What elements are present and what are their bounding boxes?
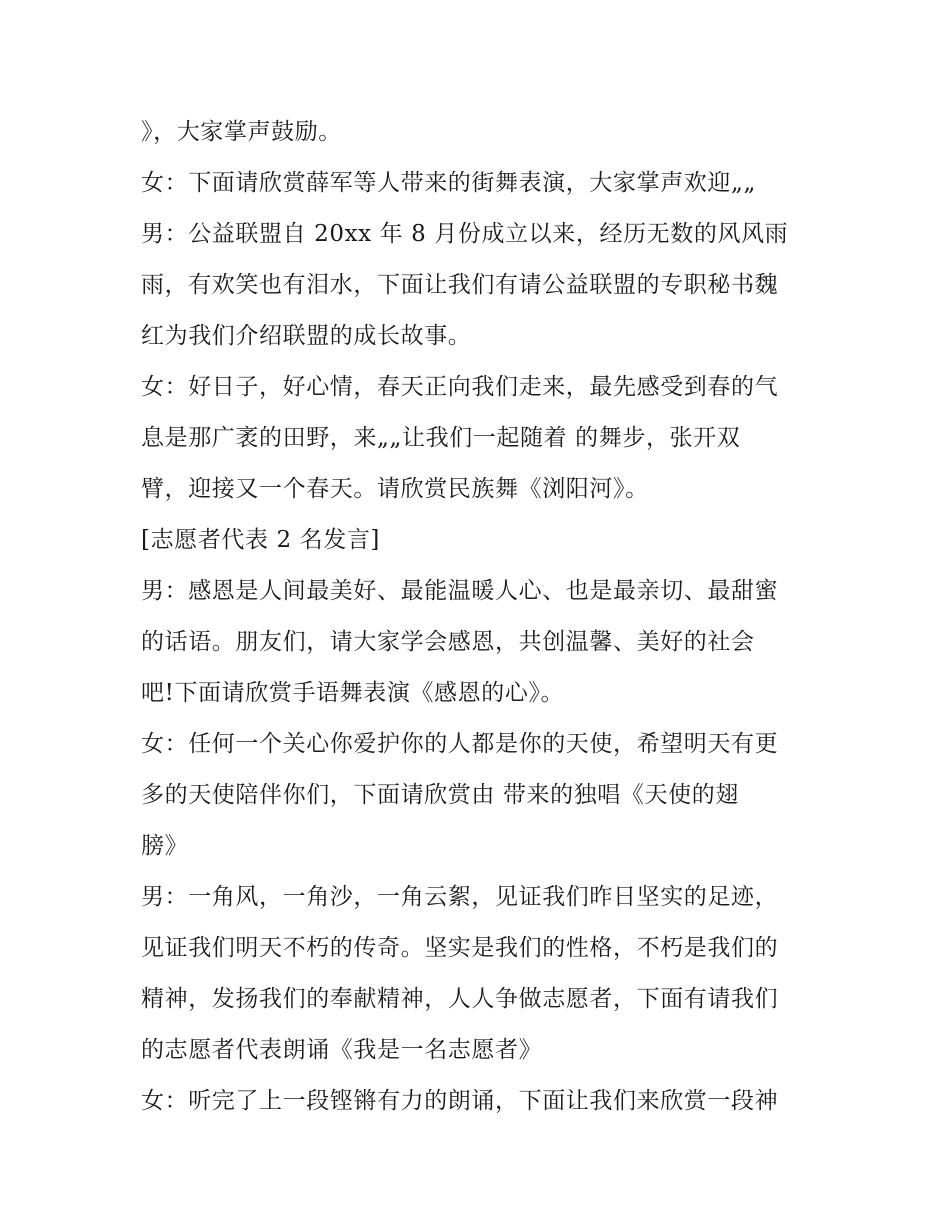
text-line: 多的天使陪伴你们，下面请欣赏由 带来的独唱《天使的翅	[141, 782, 739, 808]
text-line: 女：任何一个关心你爱护你的人都是你的天使，希望明天有更	[141, 731, 779, 757]
script-text	[141, 107, 821, 1127]
text-line: 男：公益联盟自 20xx 年 8 月份成立以来，经历无数的风风雨	[141, 221, 789, 247]
text-line: 男：感恩是人间最美好、最能温暖人心、也是最亲切、最甜蜜	[141, 578, 779, 604]
text-line: 女：听完了上一段铿锵有力的朗诵，下面让我们来欣赏一段神	[141, 1088, 779, 1114]
text-line: 臂，迎接又一个春天。请欣赏民族舞《浏阳河》。	[141, 476, 649, 502]
text-line: 男：一角风，一角沙，一角云絮，见证我们昨日坚实的足迹，	[141, 884, 779, 910]
text-line: 见证我们明天不朽的传奇。坚实是我们的性格，不朽是我们的	[141, 935, 779, 961]
text-line: 吧!下面请欣赏手语舞表演《感恩的心》。	[141, 680, 565, 706]
section-note: [志愿者代表 2 名发言]	[141, 527, 381, 553]
text-line: 雨，有欢笑也有泪水，下面让我们有请公益联盟的专职秘书魏	[141, 272, 779, 298]
text-line: 女：下面请欣赏薛军等人带来的街舞表演，大家掌声欢迎„„	[141, 170, 757, 196]
text-line: 精神，发扬我们的奉献精神，人人争做志愿者，下面有请我们	[141, 986, 779, 1012]
text-line: 的志愿者代表朗诵《我是一名志愿者》	[141, 1037, 543, 1063]
text-line: 息是那广袤的田野，来„„让我们一起随着 的舞步，张开双	[141, 425, 741, 451]
text-line: 女：好日子，好心情，春天正向我们走来，最先感受到春的气	[141, 374, 779, 400]
text-line: 膀》	[141, 833, 189, 859]
text-line: 》，大家掌声鼓励。	[141, 119, 342, 145]
text-line: 的话语。朋友们，请大家学会感恩，共创温馨、美好的社会	[141, 629, 755, 655]
text-line: 红为我们介绍联盟的成长故事。	[141, 323, 472, 349]
